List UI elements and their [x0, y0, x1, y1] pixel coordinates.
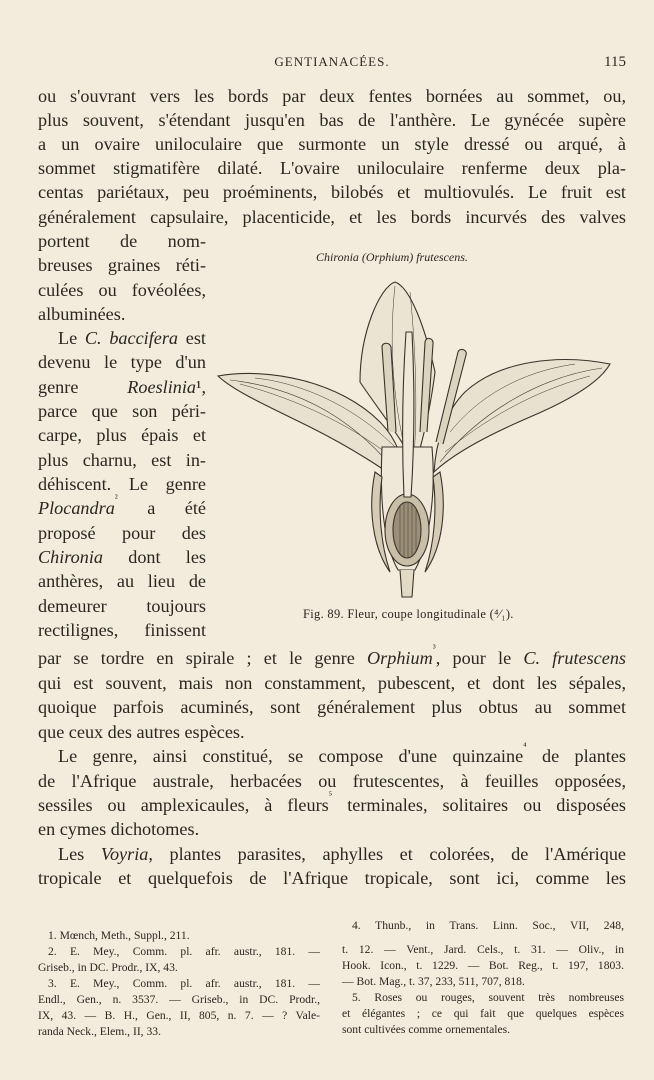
footnote-ref: ⁴: [523, 741, 527, 752]
footnote-ref: ⁵: [328, 790, 333, 801]
text-span: par se tordre en spirale ; et le genre: [38, 648, 368, 668]
text-line: tropicale et quelquefois de l'Afrique tropicale, sont ici, comme les: [38, 868, 626, 888]
text-line: ou s'ouvrant vers les bords par deux fentes bornées au sommet, ou,: [38, 86, 626, 106]
text-line: qui est souvent, mais non constamment, pubescent, et dont les sépales,: [38, 673, 626, 693]
text-line: [38, 545, 206, 569]
footnote: 2. E. Mey., Comm. pl. afr. austr., 181. —: [48, 945, 320, 958]
text-span: de plantes: [526, 746, 627, 766]
footnote: Griseb., in DC. Prodr., IX, 43.: [38, 961, 178, 974]
text-line: proposé pour des: [38, 523, 206, 543]
footnote: t. 12. — Vent., Jard. Cels., t. 31. — Oliv., in: [342, 943, 624, 956]
figure-caption: Fig. 89. Fleur, coupe longitudinale (⁴⁄₁).: [303, 607, 514, 621]
text-line: que ceux des autres espèces.: [38, 722, 245, 742]
footnote: Endl., Gen., n. 3537. — Griseb., in DC. Prodr.,: [38, 993, 320, 1006]
text-line: culées ou fovéolées,: [38, 280, 206, 300]
footnote-ref: ³: [432, 643, 436, 654]
taxon-name: Roeslinia: [127, 377, 196, 397]
footnote: 1. Mœnch, Meth., Suppl., 211.: [48, 929, 190, 942]
text-line: devenu le type d'un: [38, 352, 206, 372]
footnote: 4. Thunb., in Trans. Linn. Soc., VII, 248,: [352, 919, 624, 932]
running-head: GENTIANACÉES.: [274, 54, 390, 69]
text-span: , plantes parasites, aphylles et colorées, de l'Amérique: [148, 844, 626, 864]
page-header: [38, 54, 626, 74]
text-line: rectilignes, finissent: [38, 620, 206, 640]
figure-title: Chironia (Orphium) frutescens.: [316, 250, 468, 264]
text-line: a un ovaire uniloculaire que surmonte un style dressé ou arqué, à: [38, 134, 626, 154]
taxon-name: C. frutescens: [523, 648, 626, 668]
footnote-ref: ²: [114, 493, 118, 504]
footnote: Hook. Icon., t. 1229. — Bot. Reg., t. 197, 1803.: [342, 959, 624, 972]
taxon-name: Orphium: [367, 648, 433, 668]
text-span: genre: [38, 377, 128, 397]
footnote: sont cultivées comme ornementales.: [342, 1023, 511, 1036]
text-span: sessiles ou amplexicaules, à fleurs: [38, 795, 329, 815]
text-line: anthères, au lieu de: [38, 571, 206, 591]
footnote: et élégantes ; ce qui fait que quelques espèces: [342, 1007, 624, 1020]
footnote: IX, 43. — B. H., Gen., II, 805, n. 7. — ? Vale-: [38, 1009, 320, 1022]
text-line: plus souvent, s'étendant jusqu'en bas de l'anthère. Le gynécée supère: [38, 110, 626, 130]
text-line: [38, 375, 206, 399]
text-span: est: [178, 328, 206, 348]
text-line: carpe, plus épais et: [38, 425, 206, 445]
text-line: [38, 741, 627, 768]
text-line: sommet stigmatifère dilaté. L'ovaire uniloculaire renferme deux pla-: [38, 158, 626, 178]
text-line: [38, 493, 206, 520]
flower-illustration: [210, 272, 620, 602]
text-span: dont les: [103, 547, 206, 567]
text-line: [38, 842, 626, 866]
text-line: de l'Afrique australe, herbacées ou frutescentes, à feuilles opposées,: [38, 771, 626, 791]
text-span: Le genre, ainsi constitué, se compose d'une quinzaine: [58, 746, 524, 766]
text-line: quoique parfois acuminés, sont généralement plus obtus au sommet: [38, 697, 626, 717]
text-span: ¹,: [196, 377, 206, 397]
footnote: 3. E. Mey., Comm. pl. afr. austr., 181. —: [48, 977, 320, 990]
text-line: centas pariétaux, peu proéminents, bilobés et multiovulés. Le fruit est: [38, 182, 626, 202]
taxon-name: Chironia: [38, 547, 104, 567]
text-line: [38, 326, 206, 350]
footnote: 5. Roses ou rouges, souvent très nombreuses: [352, 991, 624, 1004]
text-line: plus charnu, est in-: [38, 450, 206, 470]
text-span: Le: [58, 328, 85, 348]
text-line: [38, 643, 626, 670]
flower-section-drawing: [210, 272, 620, 602]
footnote: — Bot. Mag., t. 37, 233, 511, 707, 818.: [342, 975, 525, 988]
text-line: albuminées.: [38, 304, 126, 324]
taxon-name: Plocandra: [38, 498, 115, 518]
footnote: randa Neck., Elem., II, 33.: [38, 1025, 161, 1038]
page-number: 115: [604, 54, 626, 70]
text-line: parce que son péri-: [38, 401, 206, 421]
text-span: , pour le: [435, 648, 524, 668]
taxon-name: Voyria: [100, 844, 149, 864]
taxon-name: C. baccifera: [84, 328, 179, 348]
text-line: demeurer toujours: [38, 596, 206, 616]
text-line: breuses graines réti-: [38, 255, 206, 275]
text-line: déhiscent. Le genre: [38, 474, 206, 494]
text-span: Les: [58, 844, 101, 864]
text-line: en cymes dichotomes.: [38, 819, 200, 839]
text-line: généralement capsulaire, placenticide, et les bords incurvés des valves: [38, 207, 626, 227]
text-span: a été: [117, 498, 206, 518]
text-span: terminales, solitaires ou disposées: [332, 795, 626, 815]
text-line: [38, 790, 626, 817]
text-line: portent de nom-: [38, 231, 206, 251]
